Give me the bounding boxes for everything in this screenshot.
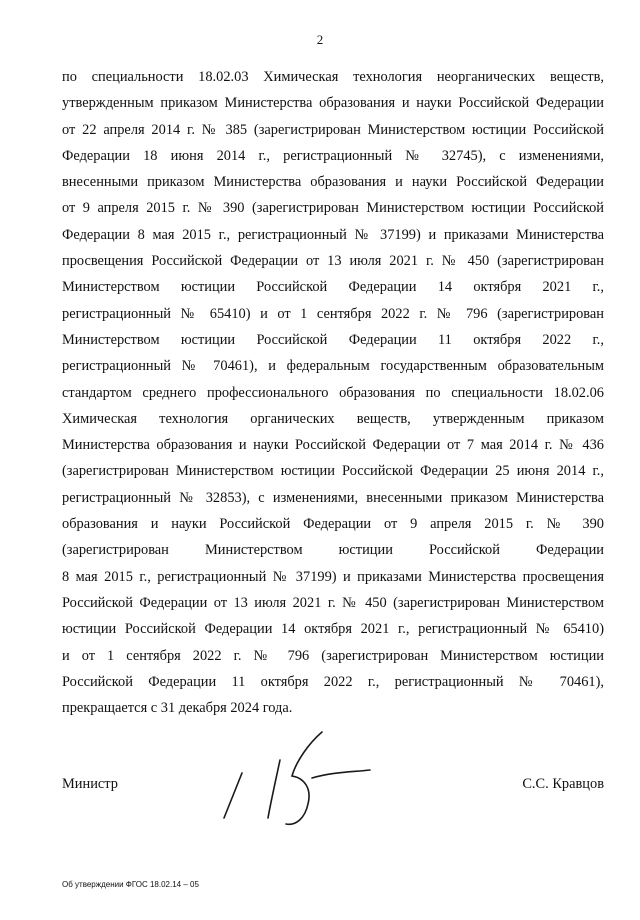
body-paragraph [62,64,604,721]
body-line: регистрационный № 70461), и федеральным государственным образовательным [62,358,604,375]
body-line: Федерации 8 мая 2015 г., регистрационный № 37199) и приказами Министерства [62,226,604,243]
body-line: внесенными приказом Министерства образования и науки Российской Федерации [62,174,604,191]
body-line: по специальности 18.02.03 Химическая технология неорганических веществ, [62,69,604,85]
body-line: образования и науки Российской Федерации от 9 апреля 2015 г. № 390 [62,516,604,533]
signatory-position: Министр [62,776,118,792]
body-line: (зарегистрирован Министерством юстиции Российской Федерации [62,542,604,559]
body-line: просвещения Российской Федерации от 13 июля 2021 г. № 450 (зарегистрирован [62,253,604,270]
handwritten-signature [212,718,412,838]
body-line: утвержденным приказом Министерства образования и науки Российской Федерации [62,95,604,112]
body-line: Химическая технология органических веществ, утвержденным приказом [62,410,604,427]
body-line: (зарегистрирован Министерством юстиции Российской Федерации 25 июня 2014 г., [62,463,604,480]
body-line: Российской Федерации 11 октября 2022 г., регистрационный № 70461), [62,673,604,690]
body-line: от 22 апреля 2014 г. № 385 (зарегистрирован Министерством юстиции Российской [62,121,604,138]
body-line: стандартом среднего профессионального образования по специальности 18.02.06 [62,384,604,401]
body-line: Федерации 18 июня 2014 г., регистрационный № 32745), с изменениями, [62,147,604,164]
body-line: регистрационный № 32853), с изменениями, внесенными приказом Министерства [62,489,604,506]
body-line: от 9 апреля 2015 г. № 390 (зарегистрирован Министерством юстиции Российской [62,200,604,217]
body-line: Российской Федерации от 13 июля 2021 г. № 450 (зарегистрирован Министерством [62,594,604,611]
body-line: Министерства образования и науки Российской Федерации от 7 мая 2014 г. № 436 [62,437,604,454]
body-line: 8 мая 2015 г., регистрационный № 37199) и приказами Министерства просвещения [62,568,604,585]
signature-block [62,718,604,838]
signatory-name: С.С. Кравцов [522,776,604,792]
footer-reference: Об утверждении ФГОС 18.02.14 – 05 [62,880,199,889]
body-line-last: прекращается с 31 декабря 2024 года. [62,700,293,717]
body-line: Министерством юстиции Российской Федерации 11 октября 2022 г., [62,331,604,348]
page-number: 2 [316,32,324,47]
body-line: и от 1 сентября 2022 г. № 796 (зарегистрирован Министерством юстиции [62,647,604,664]
body-line: регистрационный № 65410) и от 1 сентября 2022 г. № 796 (зарегистрирован [62,305,604,322]
body-line: юстиции Российской Федерации 14 октября 2021 г., регистрационный № 65410) [62,621,604,638]
body-line: Министерством юстиции Российской Федерации 14 октября 2021 г., [62,279,604,296]
